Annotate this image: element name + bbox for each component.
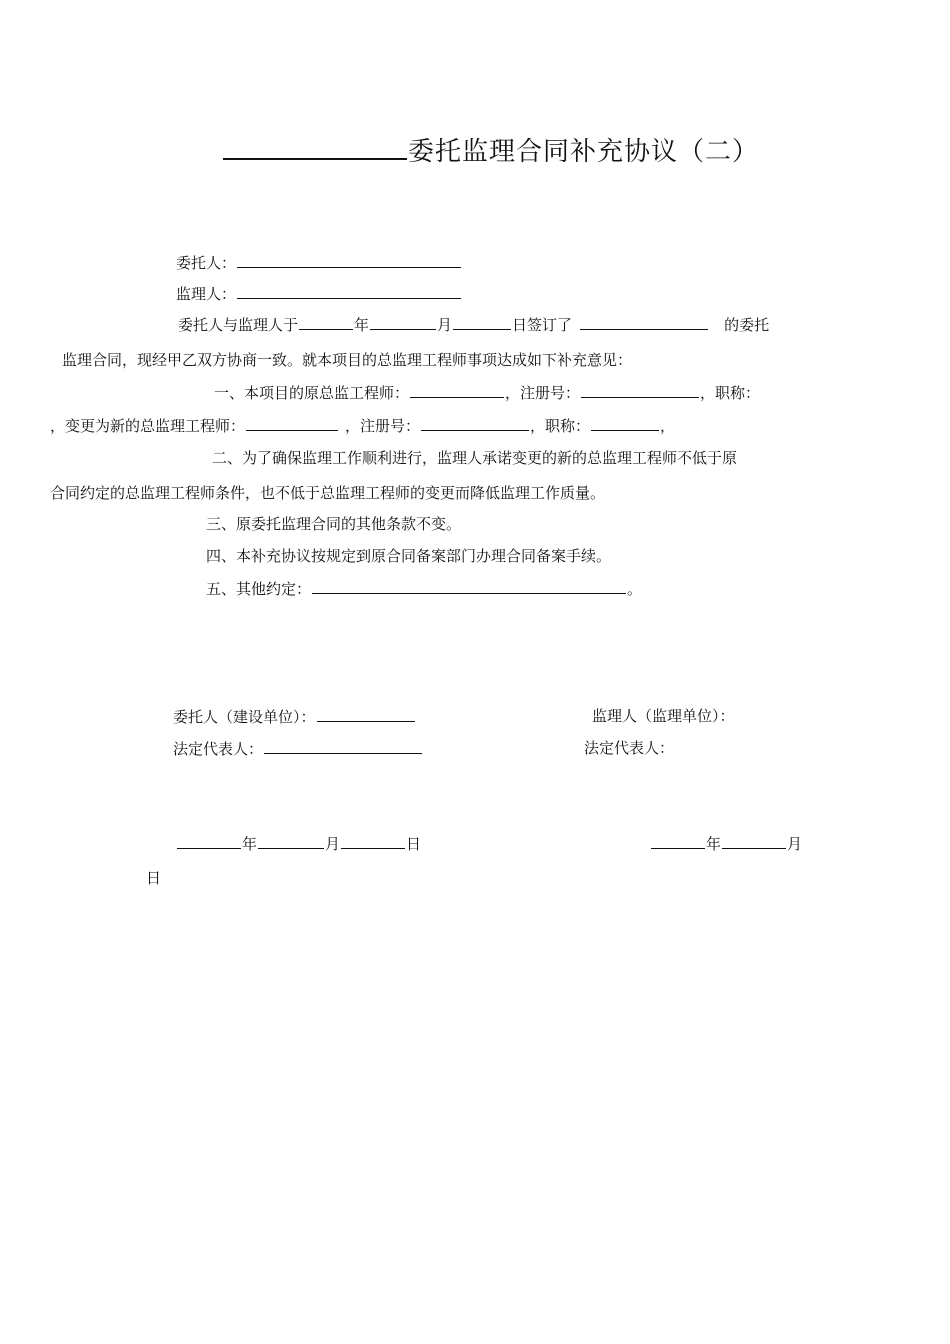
clause-1-line-2: [50, 416, 675, 435]
day-signed-label: 日签订了: [512, 316, 573, 334]
new-reg-label: ，注册号：: [345, 417, 421, 435]
client-month-blank[interactable]: [258, 834, 324, 849]
clause-3: 三、原委托监理合同的其他条款不变。: [206, 515, 462, 533]
clause-4: 四、本补充协议按规定到原合同备案部门办理合同备案手续。: [206, 547, 612, 565]
supervisor-day-label: 日: [146, 869, 162, 887]
supervisor-year-label: 年: [706, 835, 722, 853]
new-title-label: ，职称：: [530, 417, 591, 435]
client-unit-label: 委托人（建设单位）：: [173, 708, 316, 726]
document-title: [222, 132, 759, 168]
original-chief-blank[interactable]: [410, 383, 504, 398]
client-date-line: [176, 834, 421, 853]
clause-2-line-2: 合同约定的总监理工程师条件，也不低于总监理工程师的变更而降低监理工作质量。: [50, 484, 606, 502]
original-title-label: ，职称：: [700, 384, 761, 402]
original-reg-label: ，注册号：: [505, 384, 581, 402]
client-year-blank[interactable]: [177, 834, 241, 849]
client-rep-label: 法定代表人：: [173, 740, 264, 758]
supervisor-date-line: [650, 834, 802, 853]
supervisor-rep-line: [584, 739, 674, 757]
other-terms-label: 五、其他约定：: [206, 580, 312, 598]
project-name-blank[interactable]: [223, 132, 407, 160]
supervisor-month-blank[interactable]: [722, 834, 786, 849]
of-contract-label: 的委托: [724, 316, 770, 334]
supervisor-line: [176, 284, 462, 303]
client-rep-line: [173, 739, 423, 758]
title-text: 委托监理合同补充协议（二）: [408, 137, 760, 167]
client-unit-line: [173, 707, 416, 726]
clause-5-end: 。: [627, 580, 643, 598]
client-unit-blank[interactable]: [317, 707, 415, 722]
new-title-blank[interactable]: [591, 416, 659, 431]
clause-5: [206, 579, 642, 598]
other-terms-blank[interactable]: [312, 579, 626, 594]
clause-1-line-1: [214, 383, 760, 402]
sign-year-blank[interactable]: [299, 315, 353, 330]
sign-day-blank[interactable]: [453, 315, 511, 330]
client-day-label: 日: [406, 835, 422, 853]
supervisor-blank[interactable]: [237, 284, 461, 299]
client-line: [176, 253, 462, 272]
supervisor-year-blank[interactable]: [651, 834, 705, 849]
original-reg-blank[interactable]: [581, 383, 699, 398]
client-month-label: 月: [325, 835, 341, 853]
original-chief-label: 一、本项目的原总监工程师：: [214, 384, 410, 402]
new-chief-blank[interactable]: [246, 416, 338, 431]
new-chief-label: ，变更为新的总监理工程师：: [50, 417, 246, 435]
supervisor-month-label: 月: [787, 835, 803, 853]
supervisor-unit-line: [592, 707, 735, 725]
intro-text: 委托人与监理人于: [178, 316, 299, 334]
client-year-label: 年: [242, 835, 258, 853]
clause-1-end: ，: [660, 417, 676, 435]
year-label: 年: [354, 316, 370, 334]
client-day-blank[interactable]: [341, 834, 405, 849]
new-reg-blank[interactable]: [421, 416, 529, 431]
client-rep-blank[interactable]: [264, 739, 422, 754]
client-blank[interactable]: [237, 253, 461, 268]
intro-line-2: 监理合同，现经甲乙双方协商一致。就本项目的总监理工程师事项达成如下补充意见：: [62, 351, 633, 369]
supervisor-unit-label: 监理人（监理单位）：: [592, 707, 735, 725]
sign-month-blank[interactable]: [370, 315, 436, 330]
clause-2-line-1: 二、为了确保监理工作顺利进行，监理人承诺变更的新的总监理工程师不低于原: [212, 449, 738, 467]
intro-line-1: [178, 315, 769, 334]
contract-name-blank[interactable]: [580, 315, 708, 330]
month-label: 月: [437, 316, 453, 334]
client-label: 委托人：: [176, 254, 237, 272]
supervisor-rep-label: 法定代表人：: [584, 739, 675, 757]
supervisor-label: 监理人：: [176, 285, 237, 303]
